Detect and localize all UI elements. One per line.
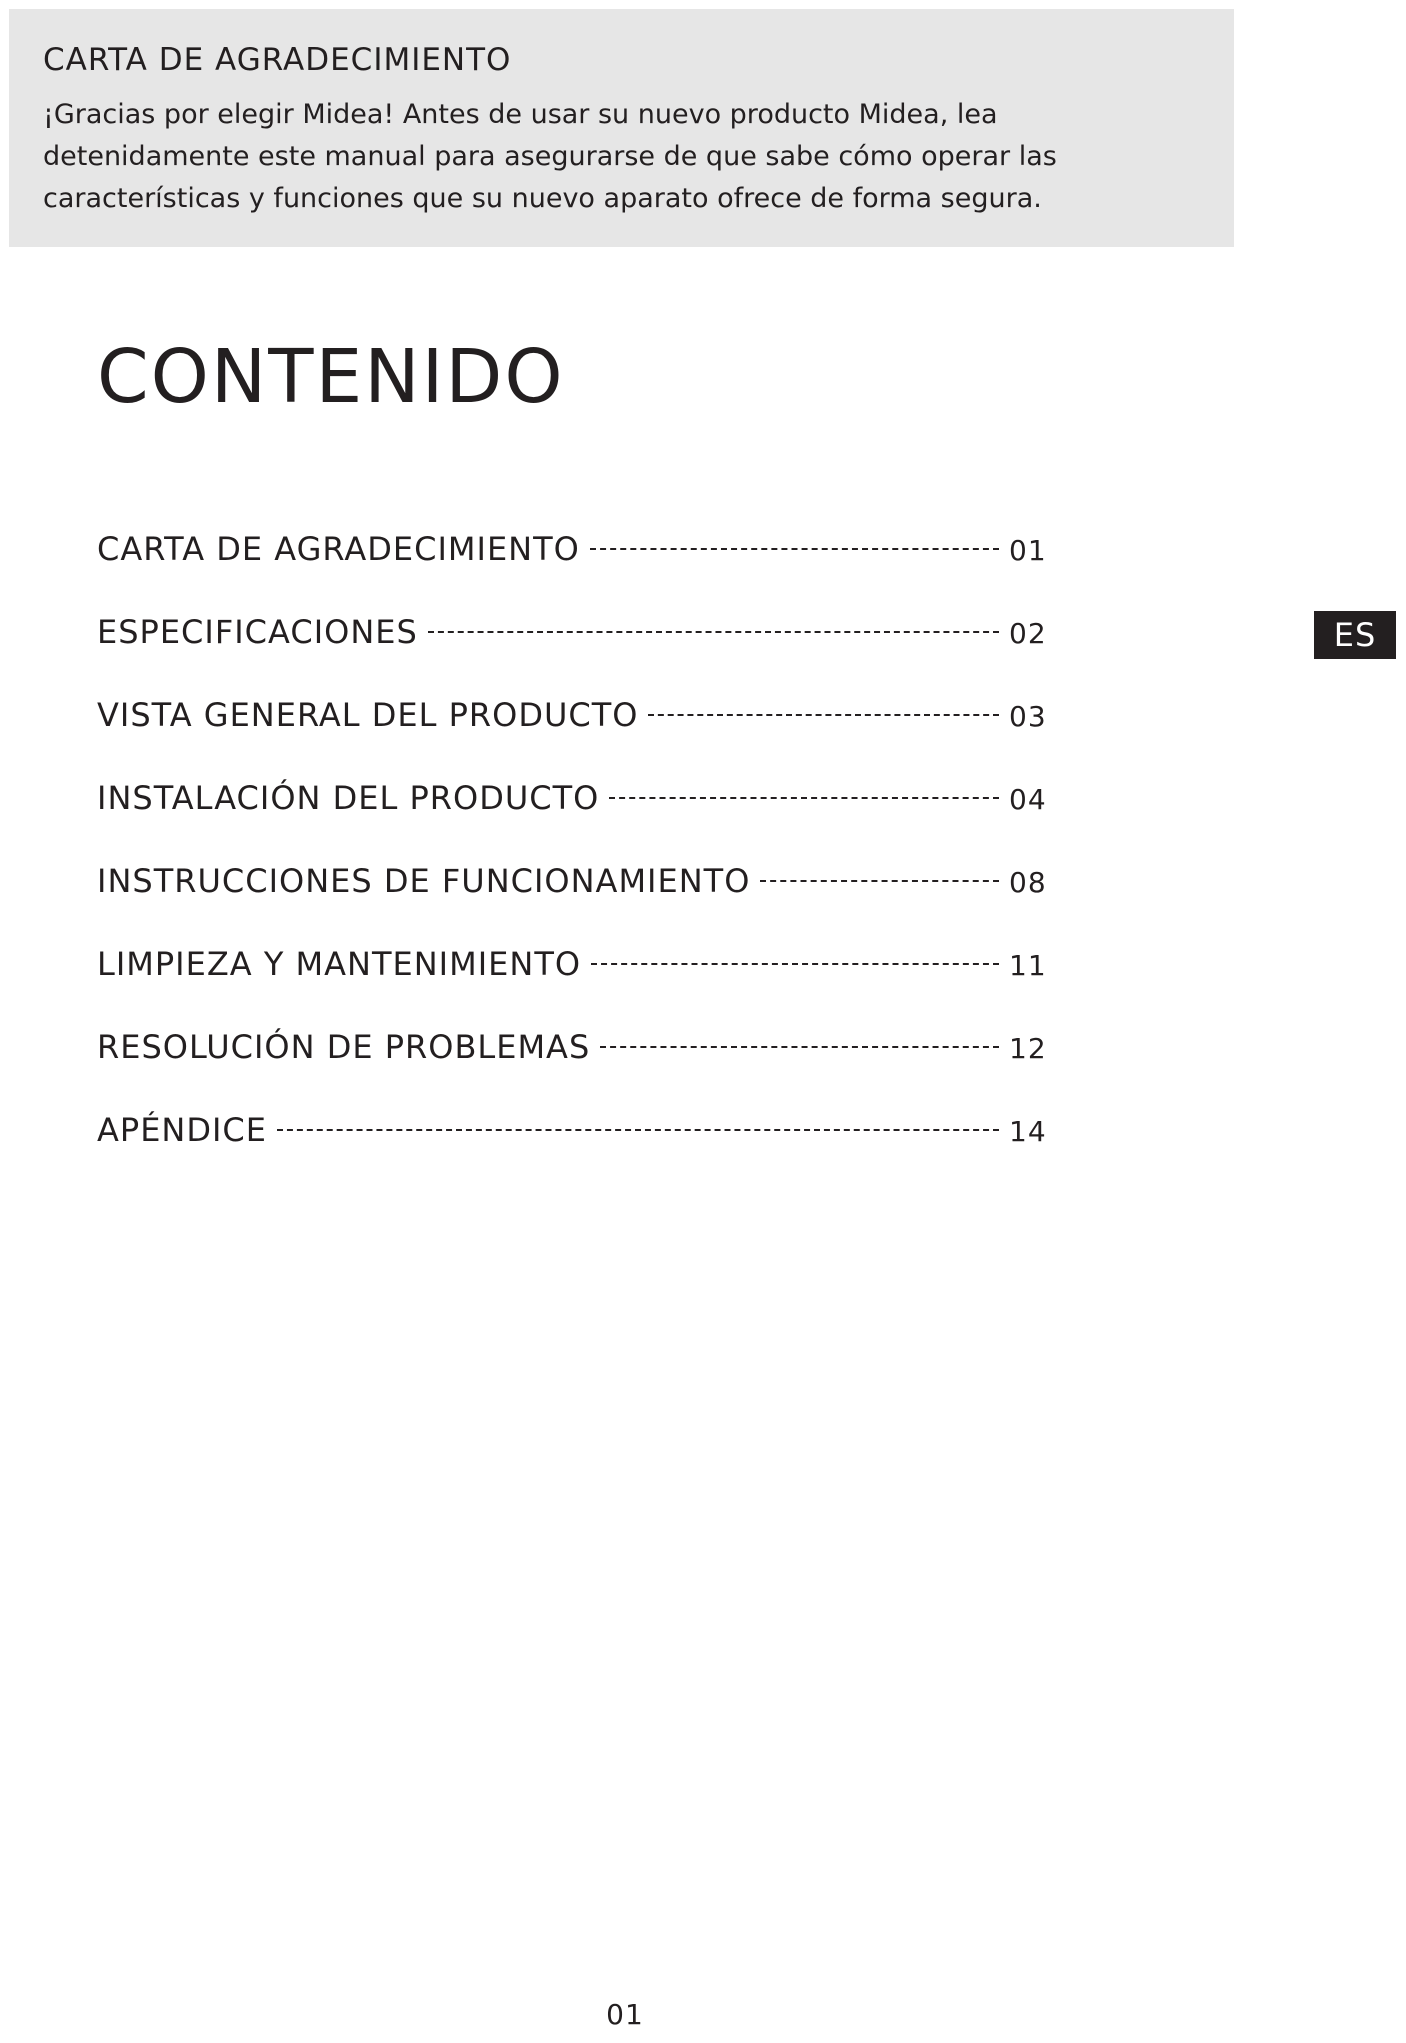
toc-item-page: 02 [1009,617,1047,650]
toc-item-page: 12 [1009,1032,1047,1065]
toc-item-label: INSTRUCCIONES DE FUNCIONAMIENTO [97,862,751,900]
toc-item-page: 04 [1009,783,1047,816]
contents-title: CONTENIDO [97,334,565,420]
page-number: 01 [606,1998,644,2031]
toc-item-label: APÉNDICE [97,1111,267,1149]
toc-item-label: ESPECIFICACIONES [97,613,418,651]
toc-dot-leader [428,631,999,633]
thanks-letter-title: CARTA DE AGRADECIMIENTO [43,42,512,78]
toc-item-specifications[interactable] [97,613,1057,654]
toc-item-page: 11 [1009,949,1047,982]
toc-item-label: LIMPIEZA Y MANTENIMIENTO [97,945,582,983]
toc-item-page: 01 [1009,534,1047,567]
toc-item-label: INSTALACIÓN DEL PRODUCTO [97,779,600,817]
toc-item-page: 14 [1009,1115,1047,1148]
toc-dot-leader [600,1046,999,1048]
toc-item-product-overview[interactable] [97,696,1057,737]
toc-dot-leader [648,714,999,716]
toc-item-label: CARTA DE AGRADECIMIENTO [97,530,580,568]
toc-dot-leader [591,963,999,965]
language-tab: ES [1314,611,1396,659]
thanks-letter-text: ¡Gracias por elegir Midea! Antes de usar su nuevo producto Midea, lea detenidamente este manual para asegurarse de que sabe cómo operar las características y funciones que su nuevo aparato ofrece de forma segura. [43,99,1057,214]
toc-item-appendix[interactable] [97,1111,1057,1152]
toc-dot-leader [760,880,999,882]
toc-item-page: 03 [1009,700,1047,733]
toc-item-label: VISTA GENERAL DEL PRODUCTO [97,696,639,734]
thanks-letter-box [9,9,1234,247]
toc-item-troubleshooting[interactable] [97,1028,1057,1069]
toc-dot-leader [590,548,999,550]
table-of-contents [97,530,1057,1194]
toc-item-page: 08 [1009,866,1047,899]
toc-item-operating-instructions[interactable] [97,862,1057,903]
toc-item-thanks-letter[interactable] [97,530,1057,571]
toc-dot-leader [277,1129,999,1131]
toc-item-cleaning-maintenance[interactable] [97,945,1057,986]
toc-item-installation[interactable] [97,779,1057,820]
toc-item-label: RESOLUCIÓN DE PROBLEMAS [97,1028,591,1066]
toc-dot-leader [609,797,999,799]
